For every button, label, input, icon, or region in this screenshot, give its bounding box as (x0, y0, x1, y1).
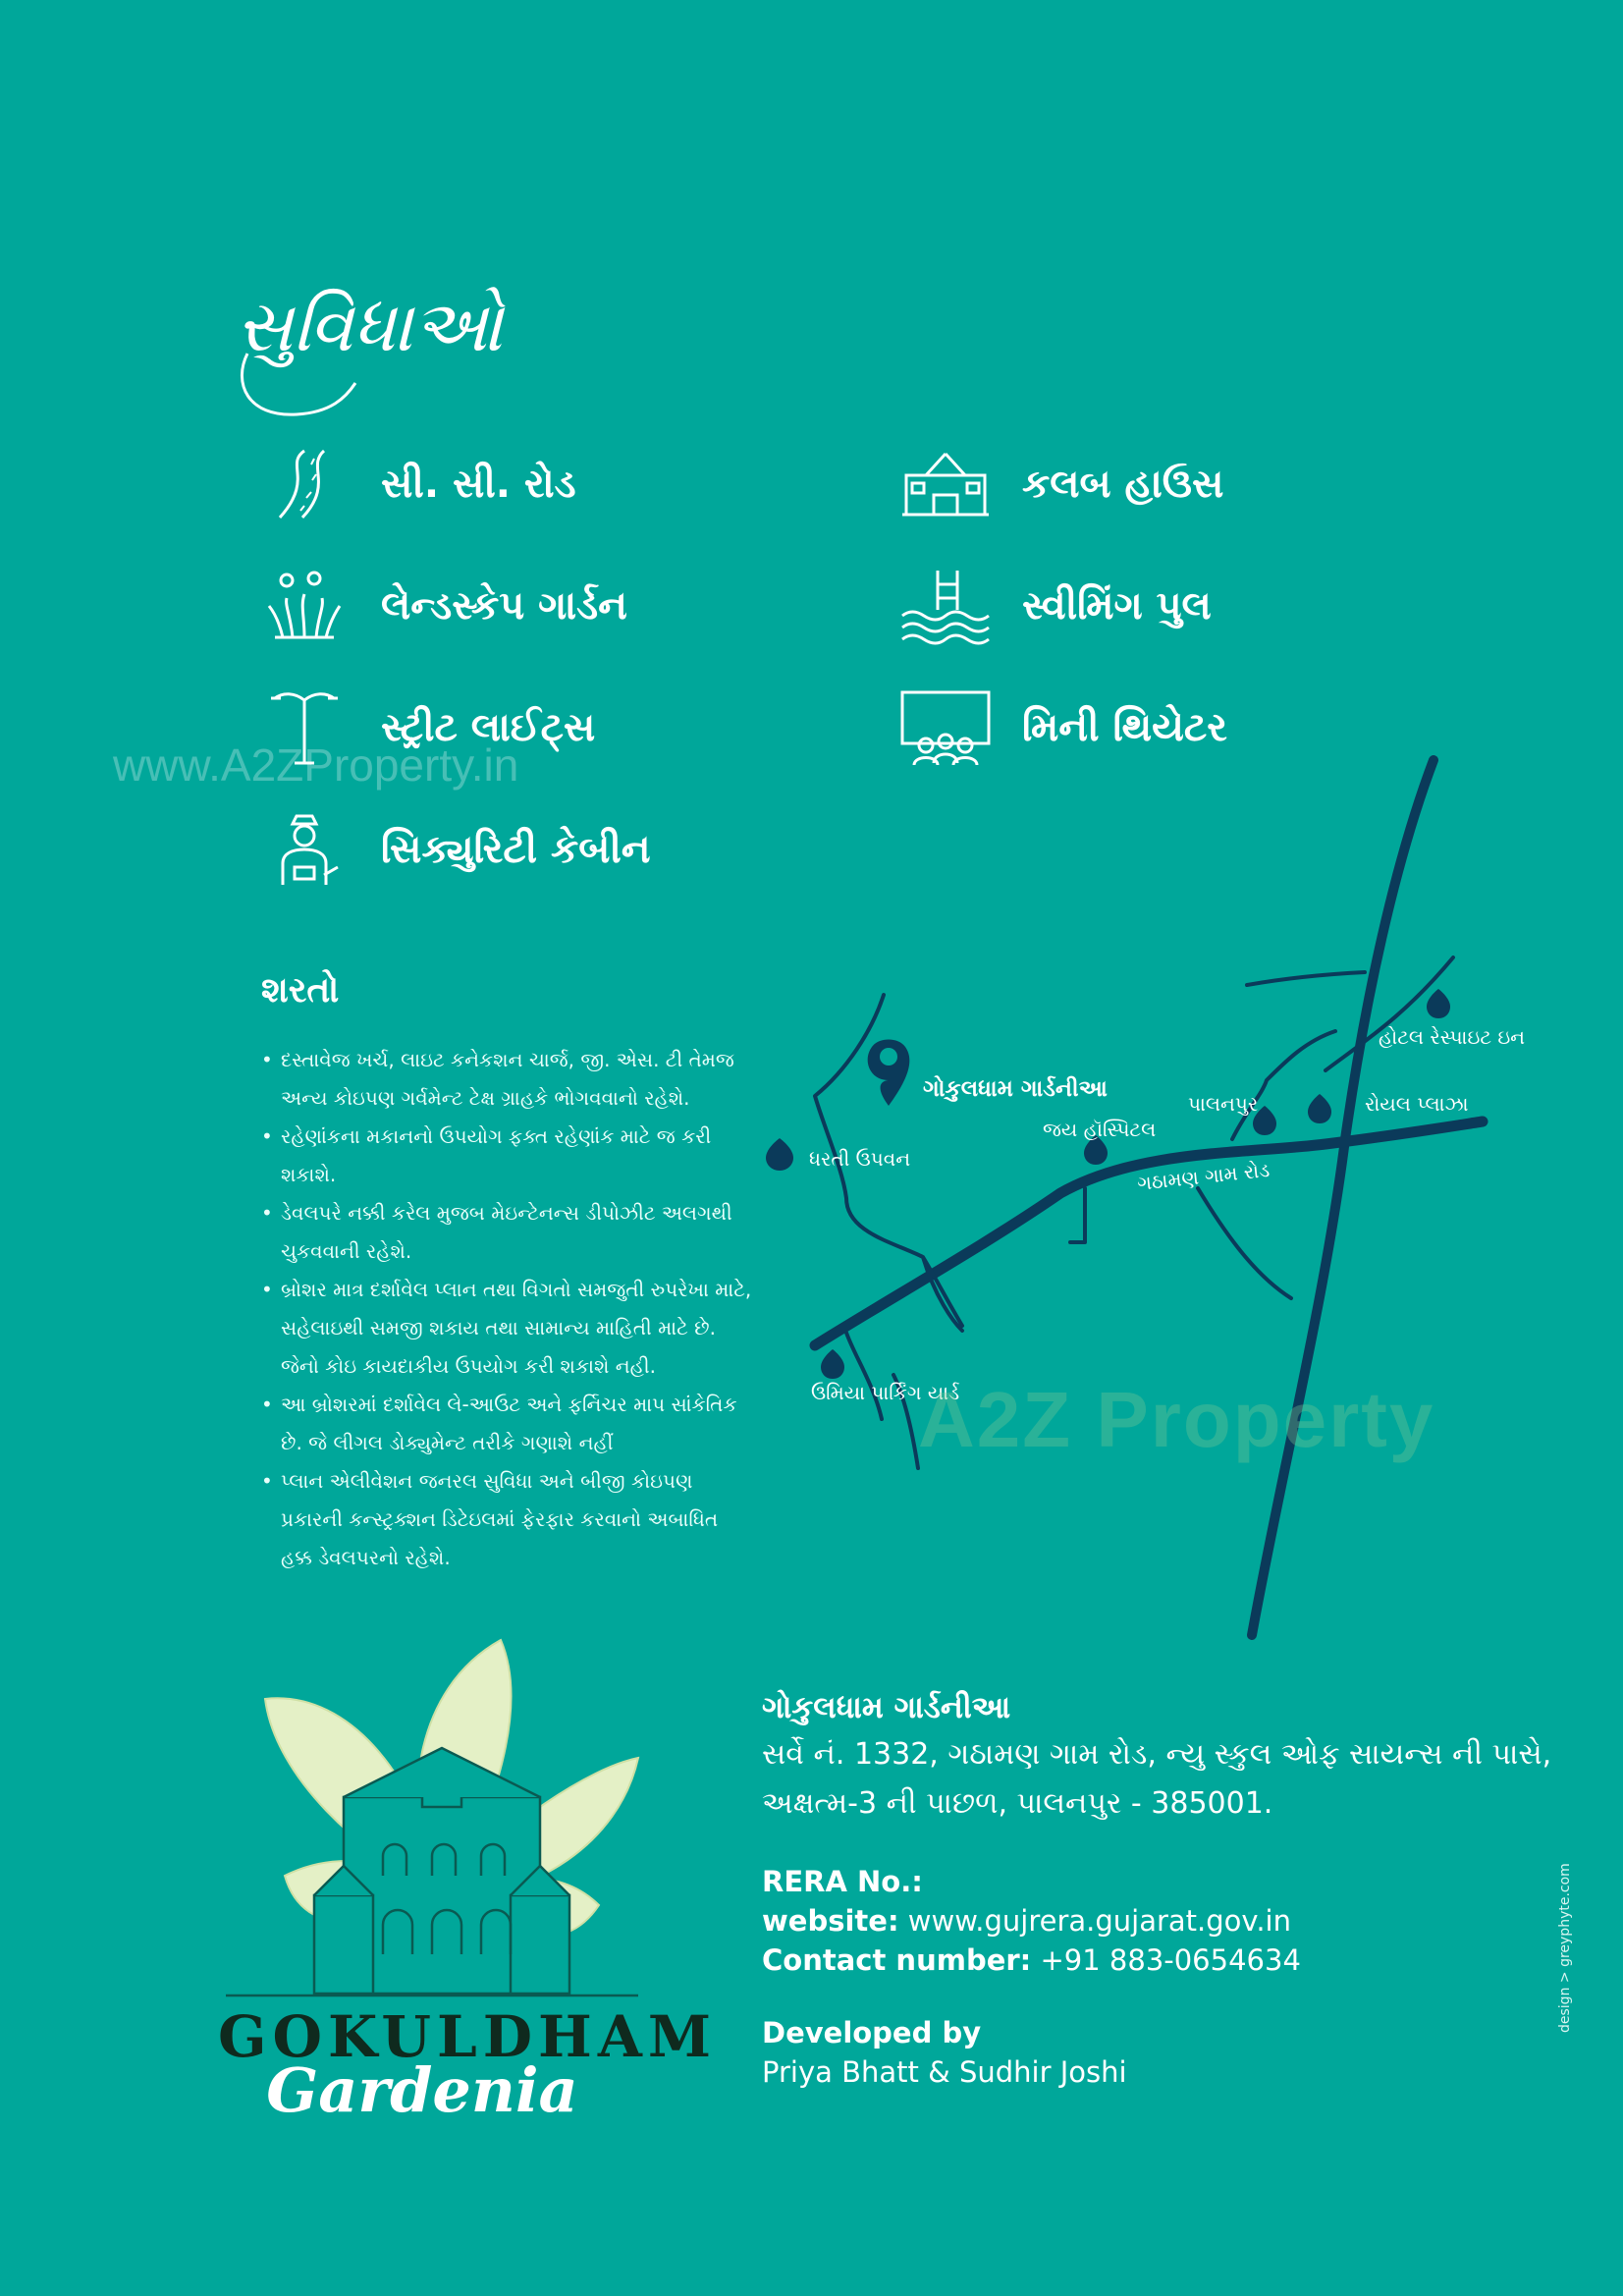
map-label-hotel: હોટલ રેસ્પાઇટ ઇન (1379, 1025, 1526, 1049)
amenity-label: લેન્ડસ્કેપ ગાર્ડન (381, 583, 627, 629)
developed-label: Developed by (762, 2016, 982, 2050)
contact-number[interactable]: +91 883-0654634 (1040, 1943, 1301, 1977)
gardenia-flower-logo (206, 1630, 658, 2023)
amenity-swimming-pool (898, 564, 1212, 648)
swimming-pool-icon (898, 564, 993, 648)
contact-row (762, 1941, 1567, 1980)
terms-item: • ડેવલપરે નક્કી કરેલ મુજબ મેઇન્ટેનન્સ ડીપોઝીટ અલગથી ચુકવવાની રહેશે. (261, 1194, 752, 1271)
amenities-heading: સુવિધાઓ (236, 285, 503, 367)
terms-item: • આ બ્રોશરમાં દર્શાવેલ લે-આઉટ અને ફર્નિચર માપ સાંકેતિક છે. જે લીગલ ડોક્યુમેન્ટ તરીકે ગણાશે નહીં (261, 1386, 752, 1462)
heading-swirl-decoration (238, 344, 385, 422)
terms-title: શરતો (261, 970, 340, 1011)
amenity-label: કલબ હાઉસ (1022, 462, 1224, 507)
amenity-security-cabin (257, 807, 651, 892)
website-label: website: (762, 1904, 899, 1938)
location-map (756, 746, 1526, 1650)
map-roads (756, 746, 1522, 1650)
project-info (762, 1685, 1567, 2092)
address-line-1: સર્વે નં. 1332, ગઠામણ ગામ રોડ, ન્યુ સ્કુલ ઓફ સાયન્સ ની પાસે, (762, 1737, 1552, 1772)
project-name: ગોકુલધામ ગાર્ડનીઆ (762, 1690, 1011, 1725)
security-guard-icon (257, 807, 352, 892)
terms-item: • દસ્તાવેજ ખર્ચ, લાઇટ કનેકશન ચાર્જ, જી. એસ. ટી તેમજ અન્ય કોઇપણ ગર્વમેન્ટ ટેક્ષ ગ્રાહકે ભોગવવાનો રહેશે. (261, 1041, 752, 1118)
amenity-club-house (898, 442, 1223, 526)
map-label-umiya-parking: ઉમિયા પાર્કિંગ યાર્ડ (811, 1381, 960, 1404)
terms-item: • બ્રોશર માત્ર દર્શાવેલ પ્લાન તથા વિગતો સમજુતી રુપરેખા માટે, સહેલાઇથી સમજી શકાય તથા સામાન્ય માહિતી માટે છે. જેનો કોઇ કાયદાકીય ઉપયોગ કરી શકાશે નહી. (261, 1271, 752, 1386)
amenity-label: સ્વીમિંગ પુલ (1022, 583, 1212, 629)
watermark-logo-text: A2Z Property (918, 1376, 1435, 1463)
map-label-road: ગઠામણ ગામ રોડ (1136, 1157, 1271, 1196)
terms-item: • રહેણાંકના મકાનનો ઉપયોગ ફક્ત રહેણાંક માટે જ કરી શકાશે. (261, 1118, 752, 1194)
road-icon (257, 442, 352, 526)
map-label-jay-hospital: જય હૉસ્પિટલ (1043, 1118, 1157, 1141)
map-label-palanpur: પાલનપુર (1188, 1092, 1259, 1116)
terms-list (261, 1041, 752, 1577)
brand-subname: Gardenia (266, 2054, 578, 2126)
website-row (762, 1901, 1567, 1941)
terms-item: • પ્લાન એલીવેશન જનરલ સુવિધા અને બીજી કોઇપણ પ્રકારની કન્સ્ટ્રક્શન ડિટેઇલમાં ફેરફાર કરવાનો અબાધિત હક્ક ડેવલપરનો રહેશે. (261, 1462, 752, 1577)
website-link[interactable]: www.gujrera.gujarat.gov.in (907, 1904, 1291, 1938)
amenity-label: મિની થિયેટર (1022, 705, 1227, 750)
amenity-label: સી. સી. રોડ (381, 462, 576, 507)
developer-names: Priya Bhatt & Sudhir Joshi (762, 2055, 1127, 2089)
brand-name: GOKULDHAM (218, 2003, 718, 2070)
map-label-dharti-upvan: ધરતી ઉપવન (809, 1147, 911, 1171)
contact-label: Contact number: (762, 1943, 1032, 1977)
amenity-landscape-garden (257, 564, 627, 648)
club-house-icon (898, 442, 993, 526)
amenity-label: સિક્યુરિટી કેબીન (381, 827, 651, 872)
map-pins (766, 989, 1450, 1379)
address-line-2: અક્ષત્મ-3 ની પાછળ, પાલનપુર - 385001. (762, 1786, 1273, 1821)
rera-label: RERA No.: (762, 1865, 923, 1898)
garden-icon (257, 564, 352, 648)
rera-number (762, 1862, 1567, 1901)
amenity-cc-road (257, 442, 576, 526)
amenity-label: સ્ટ્રીટ લાઈટ્સ (381, 705, 596, 750)
map-label-project: ગોકુલધામ ગાર્ડનીઆ (923, 1076, 1108, 1102)
watermark-text: www.A2ZProperty.in (113, 739, 519, 791)
design-credit: design > greyphyte.com (1557, 1863, 1573, 2033)
map-label-royal-plaza: રોયલ પ્લાઝા (1365, 1092, 1469, 1116)
